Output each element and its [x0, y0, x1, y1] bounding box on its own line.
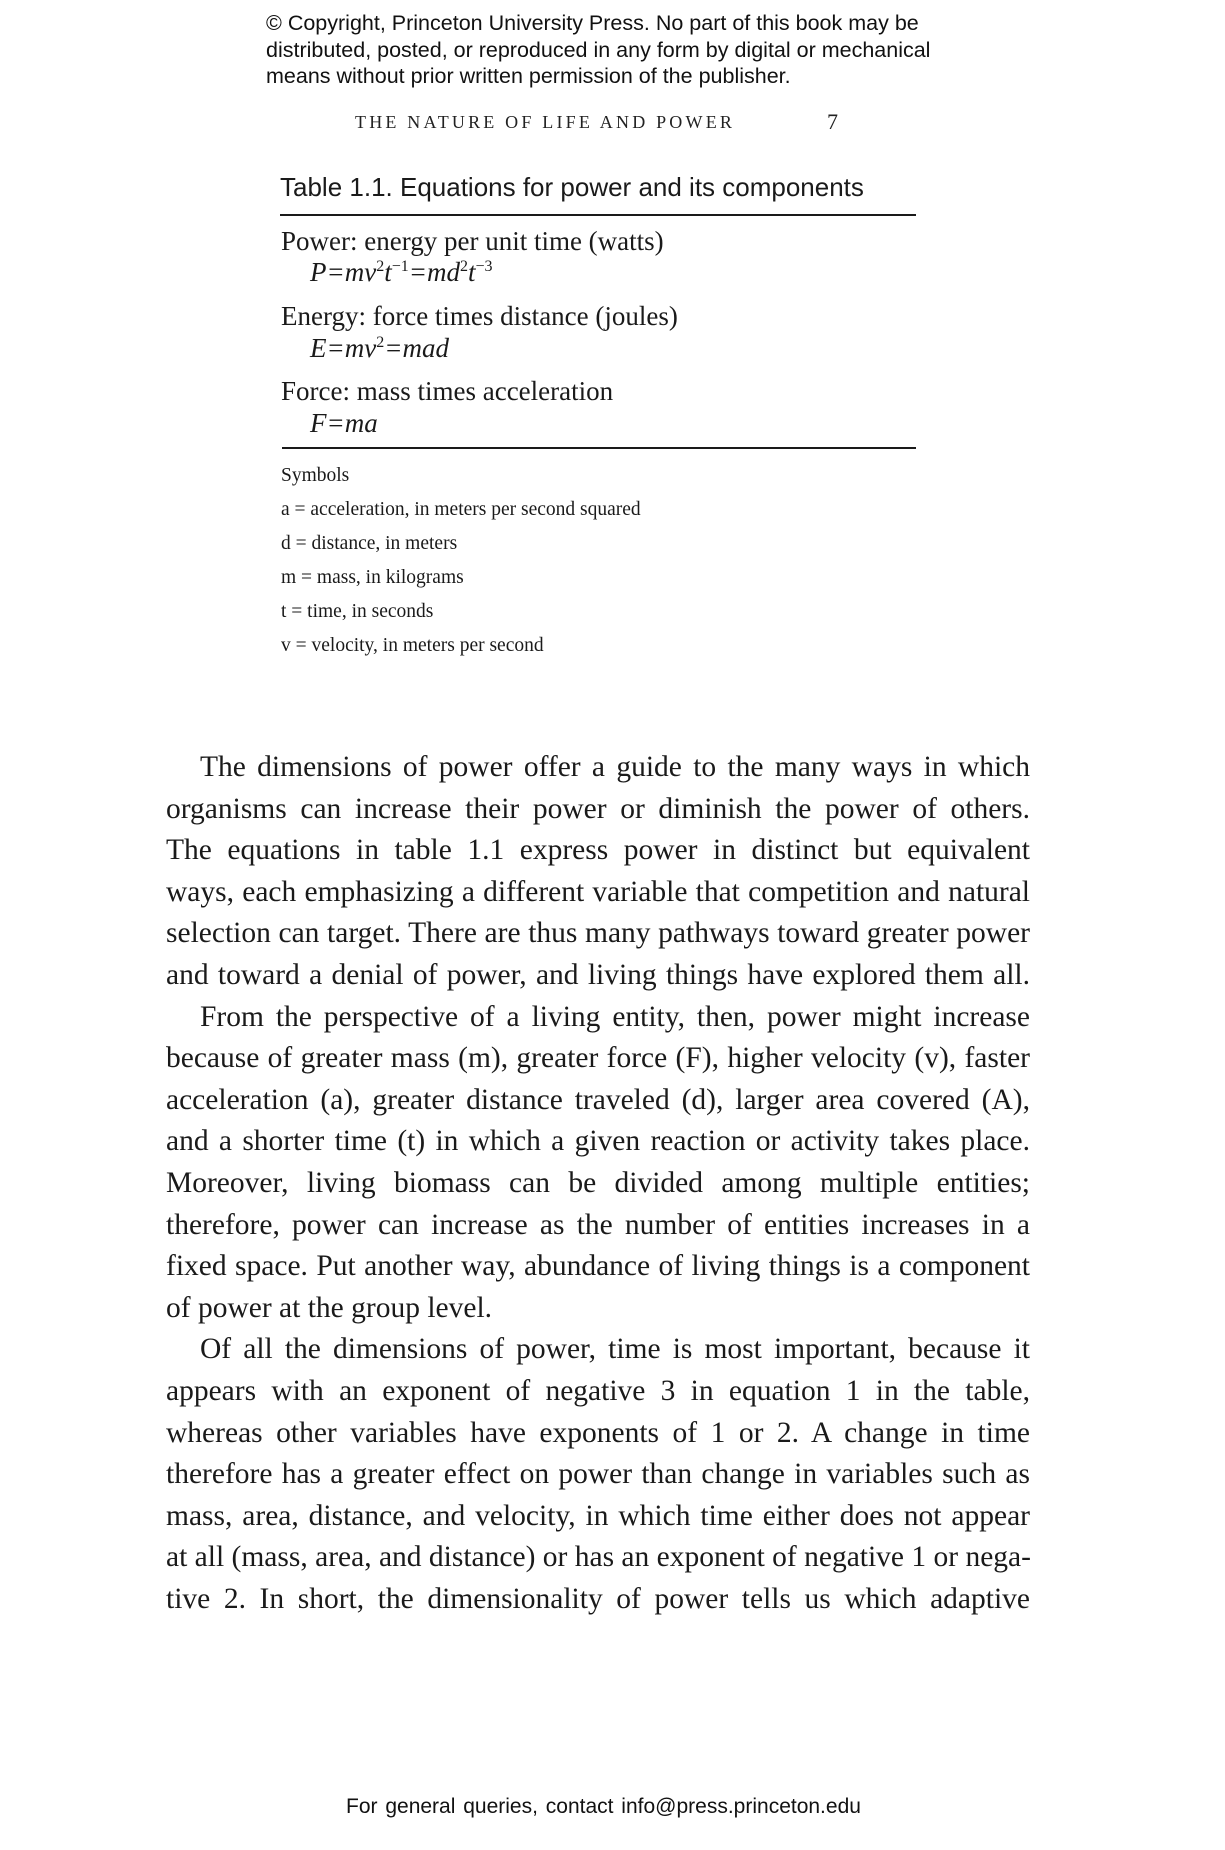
symbols-heading: Symbols [281, 465, 350, 486]
paragraph [166, 1329, 1030, 1620]
table-row-label-force: Force: mass times acceleration [281, 376, 614, 406]
text-line: organisms can increase their power or diminish the power of others. [166, 792, 1030, 825]
symbol-definition: d = distance, in meters [281, 533, 458, 554]
symbol-definition: t = time, in seconds [281, 601, 434, 622]
symbol-definition: v = velocity, in meters per second [281, 635, 544, 656]
text-line: Of all the dimensions of power, time is most important, because it [200, 1333, 1030, 1366]
formula-symbol: E [310, 333, 327, 363]
formula-energy: $E=mv^2=mad$ [310, 333, 449, 363]
text-line: because of greater mass (m), greater force (F), higher velocity (v), faster [166, 1042, 1030, 1075]
body-text [166, 747, 1030, 1620]
formula-exponent: 2 [376, 334, 385, 351]
formula-symbol: P [310, 257, 327, 287]
formula-term: mv [344, 257, 377, 287]
formula-symbol: F [310, 408, 327, 438]
text-line: The dimensions of power offer a guide to the many ways in which [200, 751, 1030, 783]
text-line: at all (mass, area, and distance) or has an exponent of negative 1 or nega- [166, 1541, 1031, 1574]
symbol-definition: m = mass, in kilograms [281, 567, 464, 588]
formula-term: t [384, 257, 392, 287]
formula-exponent: −3 [475, 258, 493, 275]
formula-force: F=ma [310, 408, 378, 438]
copyright-line: © Copyright, Princeton University Press. No part of this book may be [266, 11, 919, 35]
table-row-label-energy: Energy: force times distance (joules) [281, 301, 678, 331]
formula-term: mv [344, 333, 377, 363]
symbol-definition: a = acceleration, in meters per second squared [281, 499, 641, 520]
text-line: and toward a denial of power, and living things have explored them all. [166, 958, 1030, 991]
text-line: of power at the group level. [166, 1291, 493, 1324]
table-bottom-rule [282, 447, 916, 449]
formula-power: $P=mv^2t^{-1}=md^2t^{-3}$ [310, 257, 493, 287]
text-line: mass, area, distance, and velocity, in which time either does not appear [166, 1499, 1030, 1532]
text-line: selection can target. There are thus many pathways toward greater power [166, 917, 1030, 950]
text-line: whereas other variables have exponents of 1 or 2. A change in time [166, 1416, 1030, 1449]
table-top-rule [280, 214, 916, 216]
text-line: The equations in table 1.1 express power in distinct but equivalent [166, 834, 1030, 867]
text-line: therefore, power can increase as the number of entities increases in a [166, 1208, 1030, 1241]
formula-exponent: −1 [391, 258, 409, 275]
formula-term: t [468, 257, 476, 287]
formula-exponent: 2 [376, 258, 385, 275]
copyright-line: distributed, posted, or reproduced in any form by digital or mechanical [266, 37, 931, 62]
text-line: and a shorter time (t) in which a given reaction or activity takes place. [166, 1125, 1030, 1158]
table-title: Table 1.1. Equations for power and its components [280, 172, 864, 202]
page-number: 7 [827, 109, 838, 134]
text-line: tive 2. In short, the dimensionality of power tells us which adaptive [166, 1582, 1030, 1615]
text-line: fixed space. Put another way, abundance of living things is a component [166, 1250, 1030, 1283]
copyright-notice [266, 10, 986, 90]
footer-contact: For general queries, contact info@press.princeton.edu [346, 1795, 861, 1818]
text-line: Moreover, living biomass can be divided among multiple entities; [166, 1166, 1030, 1199]
running-head-title: THE NATURE OF LIFE AND POWER [355, 112, 736, 132]
paragraph [166, 747, 1030, 997]
table-row-label-power: Power: energy per unit time (watts) [281, 226, 664, 256]
text-line: ways, each emphasizing a different variable that competition and natural [166, 875, 1030, 908]
text-line: therefore has a greater effect on power than change in variables such as [166, 1458, 1030, 1491]
formula-term: md [427, 257, 460, 287]
copyright-line: means without prior written permission of the publisher. [266, 64, 791, 88]
paragraph [166, 997, 1030, 1330]
formula-term: ma [344, 408, 378, 438]
text-line: From the perspective of a living entity, then, power might increase [200, 1000, 1030, 1033]
text-line: acceleration (a), greater distance traveled (d), larger area covered (A), [166, 1083, 1030, 1116]
formula-exponent: 2 [460, 258, 468, 275]
formula-term: mad [402, 333, 449, 363]
text-line: appears with an exponent of negative 3 in equation 1 in the table, [166, 1374, 1030, 1407]
